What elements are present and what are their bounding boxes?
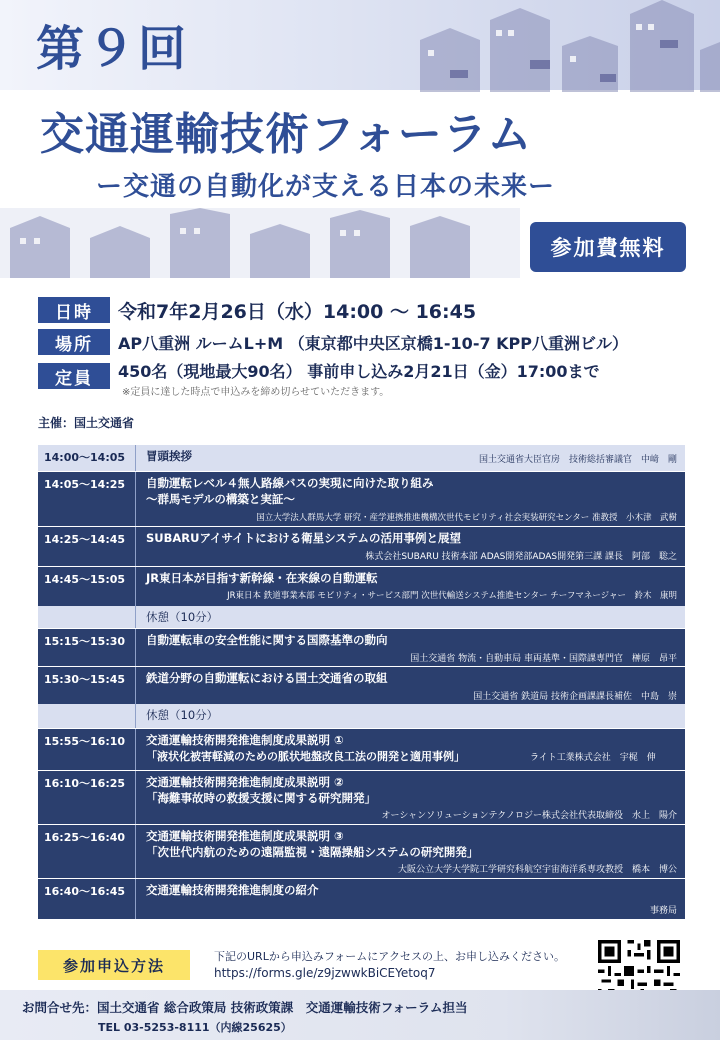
- program-speaker: 大阪公立大学大学院工学研究科航空宇宙海洋系専攻教授 橋本 博公: [397, 865, 677, 875]
- program-speaker: 国立大学法人群馬大学 研究・産学連携推進機構次世代モビリティ社会実装研究センター 准教授 小木津 武樹: [256, 513, 677, 523]
- program-time: 15:15～15:30: [44, 635, 126, 648]
- program-time: 16:10～16:25: [44, 777, 126, 790]
- page-subtitle: ー交通の自動化が支える日本の未来ー: [96, 172, 556, 202]
- program-title: 鉄道分野の自動運転における国土交通省の取組: [146, 671, 388, 685]
- application-link[interactable]: https://forms.gle/z9jzwwkBiCEYetoq7: [214, 966, 436, 980]
- break-label: 休憩（10分）: [146, 610, 219, 624]
- program-row: [38, 770, 685, 825]
- application-instructions: 下記のURLから申込みフォームにアクセスの上、お申し込みください。: [214, 950, 565, 963]
- contact-phone: TEL 03-5253-8111（内線25625）: [98, 1021, 292, 1034]
- program-time: 14:05～14:25: [44, 478, 126, 491]
- city-illustration: [300, 0, 720, 92]
- venue-value: AP八重洲 ルームL+M （東京都中央区京橋1-10-7 KPP八重洲ビル）: [118, 334, 629, 353]
- program-time: 16:25～16:40: [44, 831, 126, 844]
- column-divider: [135, 606, 136, 628]
- program-break-row: [38, 704, 685, 728]
- program-row: [38, 526, 685, 567]
- program-speaker: 国土交通省 鉄道局 技術企画課課長補佐 中島 崇: [473, 692, 677, 702]
- program-row: [38, 728, 685, 771]
- column-divider: [135, 527, 136, 567]
- application-method-badge: 参加申込方法: [38, 950, 190, 980]
- program-row: [38, 666, 685, 705]
- column-divider: [135, 729, 136, 771]
- venue-label: 場所: [38, 329, 110, 355]
- date-label: 日時: [38, 297, 110, 323]
- program-title: 交通運輸技術開発推進制度成果説明 ①: [146, 733, 344, 747]
- program-time: 15:30～15:45: [44, 673, 126, 686]
- program-title: JR東日本が目指す新幹線・在来線の自動運転: [146, 571, 378, 585]
- program-row: [38, 471, 685, 527]
- program-title: 交通運輸技術開発推進制度の紹介: [146, 883, 319, 897]
- break-label: 休憩（10分）: [146, 708, 219, 722]
- program-time: 16:40～16:45: [44, 885, 126, 898]
- program-speaker: JR東日本 鉄道事業本部 モビリティ・サービス部門 次世代輸送システム推進センター チーフマネージャー 鈴木 康明: [227, 591, 677, 601]
- program-title: 冒頭挨拶: [146, 449, 192, 463]
- program-title: 交通運輸技術開発推進制度成果説明 ③: [146, 829, 344, 843]
- capacity-value: 450名（現地最大90名） 事前申し込み2月21日（金）17:00まで: [118, 362, 600, 381]
- column-divider: [135, 472, 136, 527]
- column-divider: [135, 445, 136, 471]
- program-row: [38, 445, 685, 471]
- city-illustration-lower: [0, 208, 520, 278]
- program-title: 自動運転レベル４無人路線バスの実現に向けた取り組み: [146, 476, 434, 490]
- program-title: SUBARUアイサイトにおける衛星システムの活用事例と展望: [146, 531, 461, 545]
- program-time: 14:00～14:05: [44, 451, 126, 464]
- column-divider: [135, 825, 136, 879]
- column-divider: [135, 879, 136, 919]
- program-title: 自動運転車の安全性能に関する国際基準の動向: [146, 633, 388, 647]
- program-row: [38, 628, 685, 667]
- program-speaker: 株式会社SUBARU 技術本部 ADAS開発部ADAS開発第三課 課長 阿部 聡之: [365, 552, 677, 562]
- column-divider: [135, 771, 136, 825]
- program-row: [38, 566, 685, 607]
- column-divider: [135, 667, 136, 705]
- page-title: 交通運輸技術フォーラム: [40, 109, 533, 160]
- date-value: 令和7年2月26日（水）14:00 〜 16:45: [118, 301, 477, 323]
- program-row: [38, 878, 685, 919]
- program-subtitle: 「海難事故時の救援支援に関する研究開発」: [146, 791, 376, 805]
- program-title: 交通運輸技術開発推進制度成果説明 ②: [146, 775, 344, 789]
- capacity-label: 定員: [38, 363, 110, 389]
- program-time: 14:45～15:05: [44, 573, 126, 586]
- program-subtitle: ～群馬モデルの構築と実証～: [146, 492, 295, 506]
- column-divider: [135, 629, 136, 667]
- program-subtitle: 「次世代内航のための遠隔監視・遠隔操船システムの研究開発」: [146, 845, 479, 859]
- organizer: 主催：国土交通省: [38, 416, 135, 430]
- program-row: [38, 824, 685, 879]
- contact-info: お問合せ先：国土交通省 総合政策局 技術政策課 交通運輸技術フォーラム担当: [22, 1000, 468, 1015]
- program-break-row: [38, 606, 685, 628]
- program-time: 15:55～16:10: [44, 735, 126, 748]
- program-speaker: ライト工業株式会社 宇梶 伸: [530, 753, 656, 763]
- program-speaker: 事務局: [649, 906, 677, 916]
- program-speaker: 国土交通省大臣官房 技術総括審議官 中﨑 剛: [478, 455, 677, 465]
- program-speaker: オーシャンソリューションテクノロジー株式会社代表取締役 水上 陽介: [381, 811, 677, 821]
- program-speaker: 国土交通省 物流・自動車局 車両基準・国際課専門官 榊原 昂平: [410, 654, 677, 664]
- free-admission-badge: 参加費無料: [530, 222, 686, 272]
- program-time: 14:25～14:45: [44, 533, 126, 546]
- program-subtitle: 「液状化被害軽減のための脈状地盤改良工法の開発と適用事例」: [146, 750, 465, 763]
- column-divider: [135, 567, 136, 607]
- capacity-note: ※定員に達した時点で申込みを締め切らせていただきます。: [122, 387, 390, 398]
- column-divider: [135, 704, 136, 728]
- edition-heading: 第９回: [36, 21, 190, 77]
